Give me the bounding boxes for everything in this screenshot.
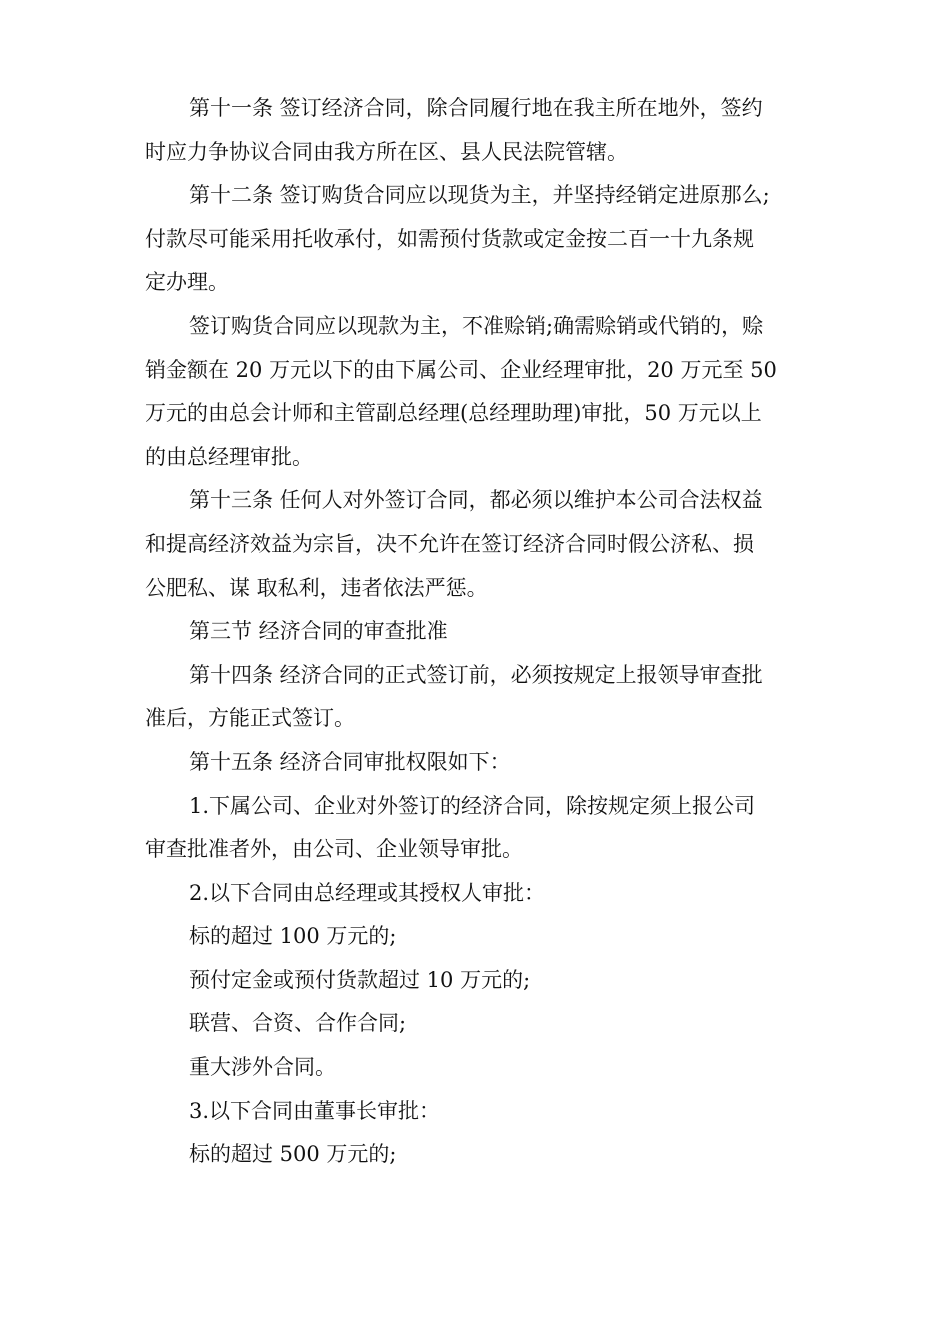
paragraph-line: 预付定金或预付货款超过 10 万元的; bbox=[189, 967, 531, 992]
paragraph-line: 公肥私、谋 取私利，违者依法严惩。 bbox=[145, 575, 488, 600]
paragraph-line: 付款尽可能采用托收承付，如需预付货款或定金按二百一十九条规 bbox=[145, 226, 754, 251]
paragraph-line: 销金额在 20 万元以下的由下属公司、企业经理审批，20 万元至 50 bbox=[145, 357, 777, 382]
paragraph-line: 联营、合资、合作合同; bbox=[189, 1011, 407, 1036]
paragraph-line: 重大涉外合同。 bbox=[189, 1055, 336, 1080]
paragraph-line: 和提高经济效益为宗旨，决不允许在签订经济合同时假公济私、损 bbox=[145, 531, 754, 556]
document-paragraph bbox=[145, 174, 815, 305]
paragraph-line: 第十二条 签订购货合同应以现货为主，并坚持经销定进原那么; bbox=[189, 183, 770, 208]
paragraph-line: 审查批准者外，由公司、企业领导审批。 bbox=[145, 837, 523, 862]
document-paragraph bbox=[145, 87, 815, 174]
paragraph-line: 1.下属公司、企业对外签订的经济合同，除按规定须上报公司 bbox=[189, 793, 756, 818]
paragraph-line: 标的超过 500 万元的; bbox=[189, 1142, 397, 1167]
document-paragraph bbox=[145, 1002, 815, 1046]
paragraph-line: 时应力争协议合同由我方所在区、县人民法院管辖。 bbox=[145, 139, 628, 164]
document-paragraph bbox=[145, 872, 815, 916]
paragraph-line: 2.以下合同由总经理或其授权人审批： bbox=[189, 880, 546, 905]
paragraph-line: 第三节 经济合同的审查批准 bbox=[189, 619, 448, 644]
document-paragraph bbox=[145, 479, 815, 610]
document-paragraph bbox=[145, 785, 815, 872]
document-paragraph bbox=[145, 654, 815, 741]
document-body bbox=[145, 87, 815, 1177]
paragraph-line: 定办理。 bbox=[145, 270, 229, 295]
paragraph-line: 万元的由总会计师和主管副总经理(总经理助理)审批，50 万元以上 bbox=[145, 401, 762, 426]
paragraph-line: 3.以下合同由董事长审批： bbox=[189, 1098, 441, 1123]
document-paragraph bbox=[145, 1090, 815, 1134]
document-paragraph bbox=[145, 959, 815, 1003]
paragraph-line: 第十五条 经济合同审批权限如下： bbox=[189, 749, 511, 774]
document-paragraph bbox=[145, 915, 815, 959]
document-paragraph bbox=[145, 1133, 815, 1177]
paragraph-line: 第十一条 签订经济合同，除合同履行地在我主所在地外，签约 bbox=[189, 96, 763, 120]
document-paragraph bbox=[145, 305, 815, 479]
paragraph-line: 第十三条 任何人对外签订合同，都必须以维护本公司合法权益 bbox=[189, 488, 763, 513]
document-paragraph bbox=[145, 741, 815, 785]
paragraph-line: 标的超过 100 万元的; bbox=[189, 924, 397, 949]
paragraph-line: 的由总经理审批。 bbox=[145, 444, 313, 469]
document-paragraph bbox=[145, 610, 815, 654]
paragraph-line: 签订购货合同应以现款为主，不准赊销;确需赊销或代销的，赊 bbox=[189, 313, 764, 338]
paragraph-line: 第十四条 经济合同的正式签订前，必须按规定上报领导审查批 bbox=[189, 662, 763, 687]
paragraph-line: 准后，方能正式签订。 bbox=[145, 706, 355, 731]
document-paragraph bbox=[145, 1046, 815, 1090]
